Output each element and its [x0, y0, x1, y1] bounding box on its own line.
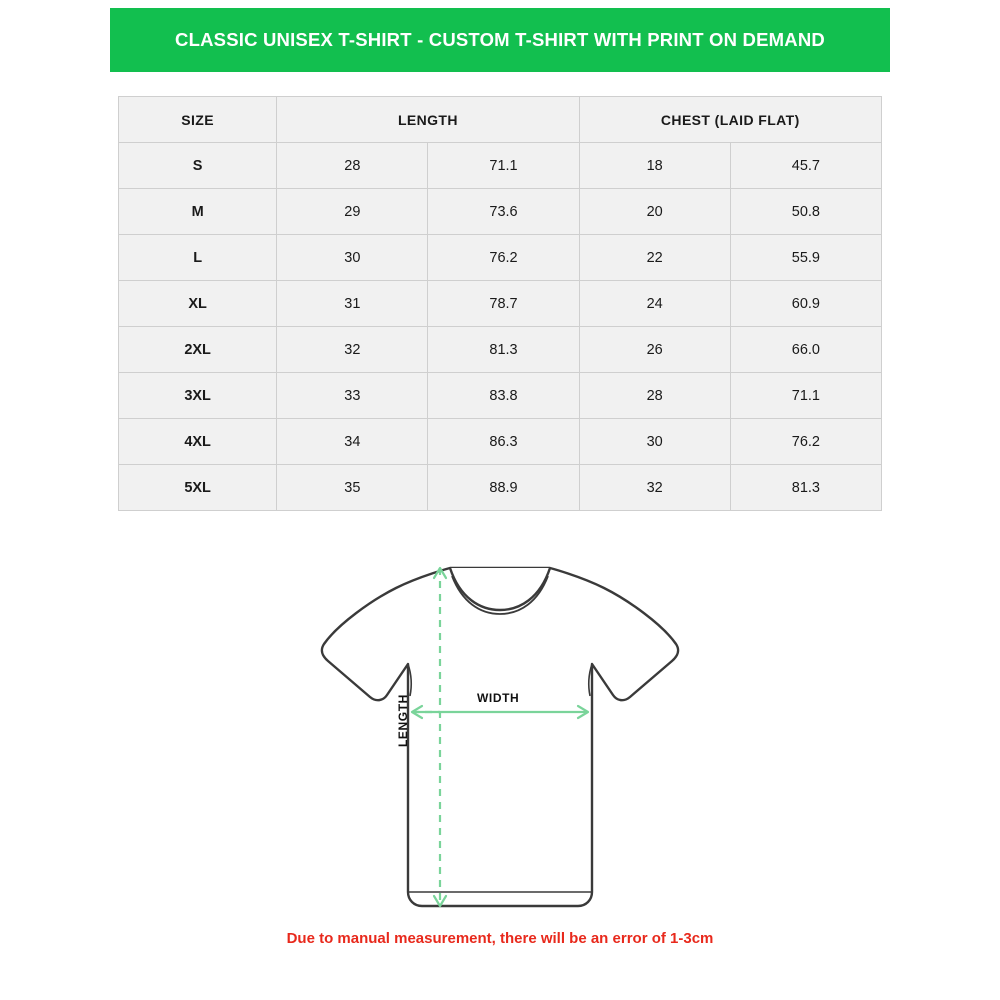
cell-length-cm: 86.3 [428, 419, 579, 465]
cell-size: 2XL [119, 327, 277, 373]
cell-chest-cm: 76.2 [730, 419, 881, 465]
size-chart-table [118, 96, 882, 511]
cell-chest-in: 32 [579, 465, 730, 511]
cell-length-in: 29 [277, 189, 428, 235]
cell-length-in: 32 [277, 327, 428, 373]
cell-size: 5XL [119, 465, 277, 511]
cell-length-in: 34 [277, 419, 428, 465]
cell-length-cm: 88.9 [428, 465, 579, 511]
cell-chest-cm: 45.7 [730, 143, 881, 189]
cell-chest-in: 22 [579, 235, 730, 281]
table-row [119, 143, 882, 189]
column-header-size: SIZE [119, 97, 277, 143]
cell-length-in: 28 [277, 143, 428, 189]
width-label: WIDTH [477, 691, 520, 705]
column-header-chest: CHEST (LAID FLAT) [579, 97, 881, 143]
table-row [119, 235, 882, 281]
cell-length-cm: 73.6 [428, 189, 579, 235]
cell-chest-cm: 60.9 [730, 281, 881, 327]
cell-length-cm: 83.8 [428, 373, 579, 419]
cell-length-in: 31 [277, 281, 428, 327]
cell-chest-in: 30 [579, 419, 730, 465]
cell-size: L [119, 235, 277, 281]
cell-length-in: 35 [277, 465, 428, 511]
cell-length-cm: 71.1 [428, 143, 579, 189]
cell-length-cm: 78.7 [428, 281, 579, 327]
cell-length-cm: 81.3 [428, 327, 579, 373]
cell-chest-cm: 81.3 [730, 465, 881, 511]
cell-size: S [119, 143, 277, 189]
tshirt-icon [300, 540, 700, 930]
cell-size: 4XL [119, 419, 277, 465]
table-row [119, 419, 882, 465]
cell-length-in: 30 [277, 235, 428, 281]
table-row [119, 327, 882, 373]
measurement-disclaimer: Due to manual measurement, there will be an error of 1-3cm [286, 930, 714, 947]
header-band [110, 8, 890, 72]
cell-size: M [119, 189, 277, 235]
tshirt-measurement-diagram [300, 540, 700, 930]
cell-chest-in: 20 [579, 189, 730, 235]
cell-chest-in: 26 [579, 327, 730, 373]
table-header-row [119, 97, 882, 143]
length-label: LENGTH [396, 694, 410, 747]
cell-chest-cm: 50.8 [730, 189, 881, 235]
cell-chest-in: 28 [579, 373, 730, 419]
page-title: CLASSIC UNISEX T-SHIRT - CUSTOM T-SHIRT WITH PRINT ON DEMAND [175, 29, 825, 50]
table-row [119, 465, 882, 511]
table-row [119, 281, 882, 327]
cell-size: 3XL [119, 373, 277, 419]
cell-length-in: 33 [277, 373, 428, 419]
cell-chest-cm: 66.0 [730, 327, 881, 373]
column-header-length: LENGTH [277, 97, 579, 143]
cell-chest-cm: 55.9 [730, 235, 881, 281]
cell-size: XL [119, 281, 277, 327]
table-row [119, 373, 882, 419]
cell-chest-in: 18 [579, 143, 730, 189]
cell-length-cm: 76.2 [428, 235, 579, 281]
cell-chest-cm: 71.1 [730, 373, 881, 419]
cell-chest-in: 24 [579, 281, 730, 327]
table-row [119, 189, 882, 235]
